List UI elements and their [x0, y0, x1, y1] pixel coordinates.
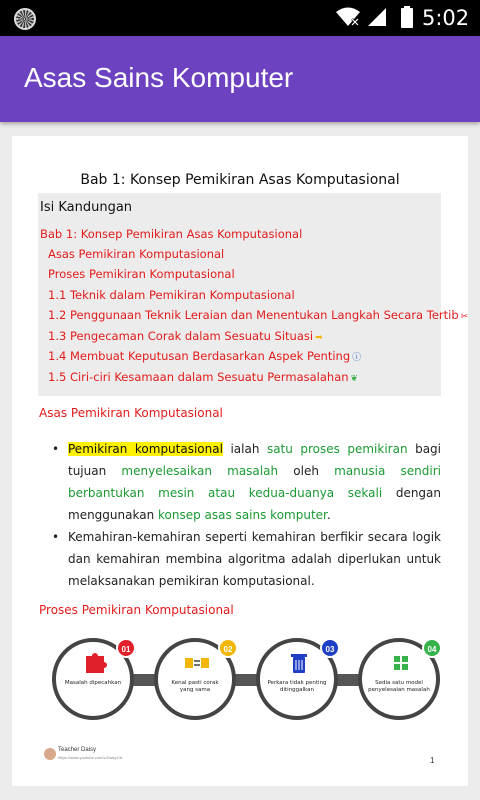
step-label: Perkara tidak penting ditinggalkan	[267, 680, 327, 693]
text-run: ialah	[222, 442, 267, 456]
puzzle-icon	[82, 652, 108, 674]
toc-heading: Isi Kandungan	[40, 200, 133, 215]
notification-icon	[14, 8, 36, 30]
process-step-3	[256, 638, 338, 720]
wifi-icon	[335, 6, 361, 28]
trash-icon	[286, 652, 312, 674]
toc-link-1-3-label: 1.3 Pengecaman Corak dalam Sesuatu Situasi	[48, 329, 314, 343]
toc-link-1-4-label: 1.4 Membuat Keputusan Berdasarkan Aspek Penting	[48, 349, 351, 363]
step-label: Kenal pasti corak yang sama	[171, 680, 219, 693]
text-run: oleh	[278, 464, 335, 478]
list-item	[52, 438, 441, 526]
process-step-1	[52, 638, 134, 720]
toc-link-asas[interactable]: Asas Pemikiran Komputasional	[48, 247, 225, 261]
author-avatar	[44, 748, 56, 760]
toc-link-1-5-label: 1.5 Ciri-ciri Kesamaan dalam Sesuatu Permasalahan	[48, 370, 349, 384]
author-name: Teacher Daisy	[58, 747, 97, 753]
pattern-icon	[184, 652, 210, 674]
process-diagram	[52, 634, 440, 724]
app-bar	[0, 36, 480, 122]
toc-link-1-3[interactable]	[48, 329, 323, 343]
green-term: menyelesaikan masalah	[121, 464, 279, 478]
author-link[interactable]: https://www.youtube.com/c/DaisyCik	[58, 755, 123, 760]
toc-link-1-5[interactable]	[48, 370, 358, 384]
table-of-contents	[38, 193, 469, 396]
step-label: Masalah dipecahkan	[64, 680, 122, 686]
page-number: 1	[430, 756, 435, 765]
app-title: Asas Sains Komputer	[24, 62, 294, 93]
toc-link-bab1[interactable]: Bab 1: Konsep Pemikiran Asas Komputasional	[40, 227, 303, 241]
info-icon: ⓘ	[352, 353, 362, 363]
text-run: bagi tujuan	[68, 442, 441, 478]
document-page[interactable]	[12, 136, 468, 786]
bullet-list	[52, 438, 441, 592]
process-step-4	[358, 638, 440, 720]
section-heading-proses: Proses Pemikiran Komputasional	[39, 603, 234, 617]
toc-link-1-1[interactable]: 1.1 Teknik dalam Pemikiran Komputasional	[48, 288, 295, 302]
green-term: manusia sendiri berbantukan mesin atau kedua-duanya sekali	[68, 464, 441, 500]
toc-link-1-4[interactable]	[48, 349, 361, 363]
toc-link-1-2-label: 1.2 Penggunaan Teknik Leraian dan Menentukan Langkah Secara Tertib	[48, 308, 459, 322]
list-item: • Kemahiran-kemahiran seperti kemahiran berfikir secara logik dan kemahiran membina algoritma adalah diperlukan untuk melaksanakan pemikiran komputasional.	[52, 526, 441, 592]
status-time: 5:02	[422, 6, 470, 30]
toc-link-proses[interactable]: Proses Pemikiran Komputasional	[48, 267, 235, 281]
signal-icon	[366, 6, 388, 28]
text-run: dengan menggunakan	[68, 486, 442, 522]
highlight-term: Pemikiran komputasional	[68, 442, 223, 456]
leaf-icon: ❦	[350, 374, 359, 384]
green-term: satu proses pemikiran	[266, 442, 408, 456]
section-heading-asas: Asas Pemikiran Komputasional	[39, 406, 223, 420]
step-number: 02	[218, 638, 238, 658]
text-run: .	[326, 508, 331, 522]
document-title: Bab 1: Konsep Pemikiran Asas Komputasional	[80, 172, 400, 188]
status-bar	[0, 0, 480, 36]
model-icon	[388, 652, 414, 674]
process-step-2	[154, 638, 236, 720]
step-number: 04	[422, 638, 442, 658]
toc-link-1-2[interactable]	[48, 308, 468, 322]
step-number: 03	[320, 638, 340, 658]
step-number: 01	[116, 638, 136, 658]
arrow-icon: ➡	[315, 333, 323, 343]
battery-icon	[400, 6, 414, 28]
green-term: konsep asas sains komputer	[158, 508, 327, 522]
tools-icon: ✂	[460, 312, 469, 322]
step-label: Sedia satu model penyelesaian masalah	[368, 680, 430, 693]
